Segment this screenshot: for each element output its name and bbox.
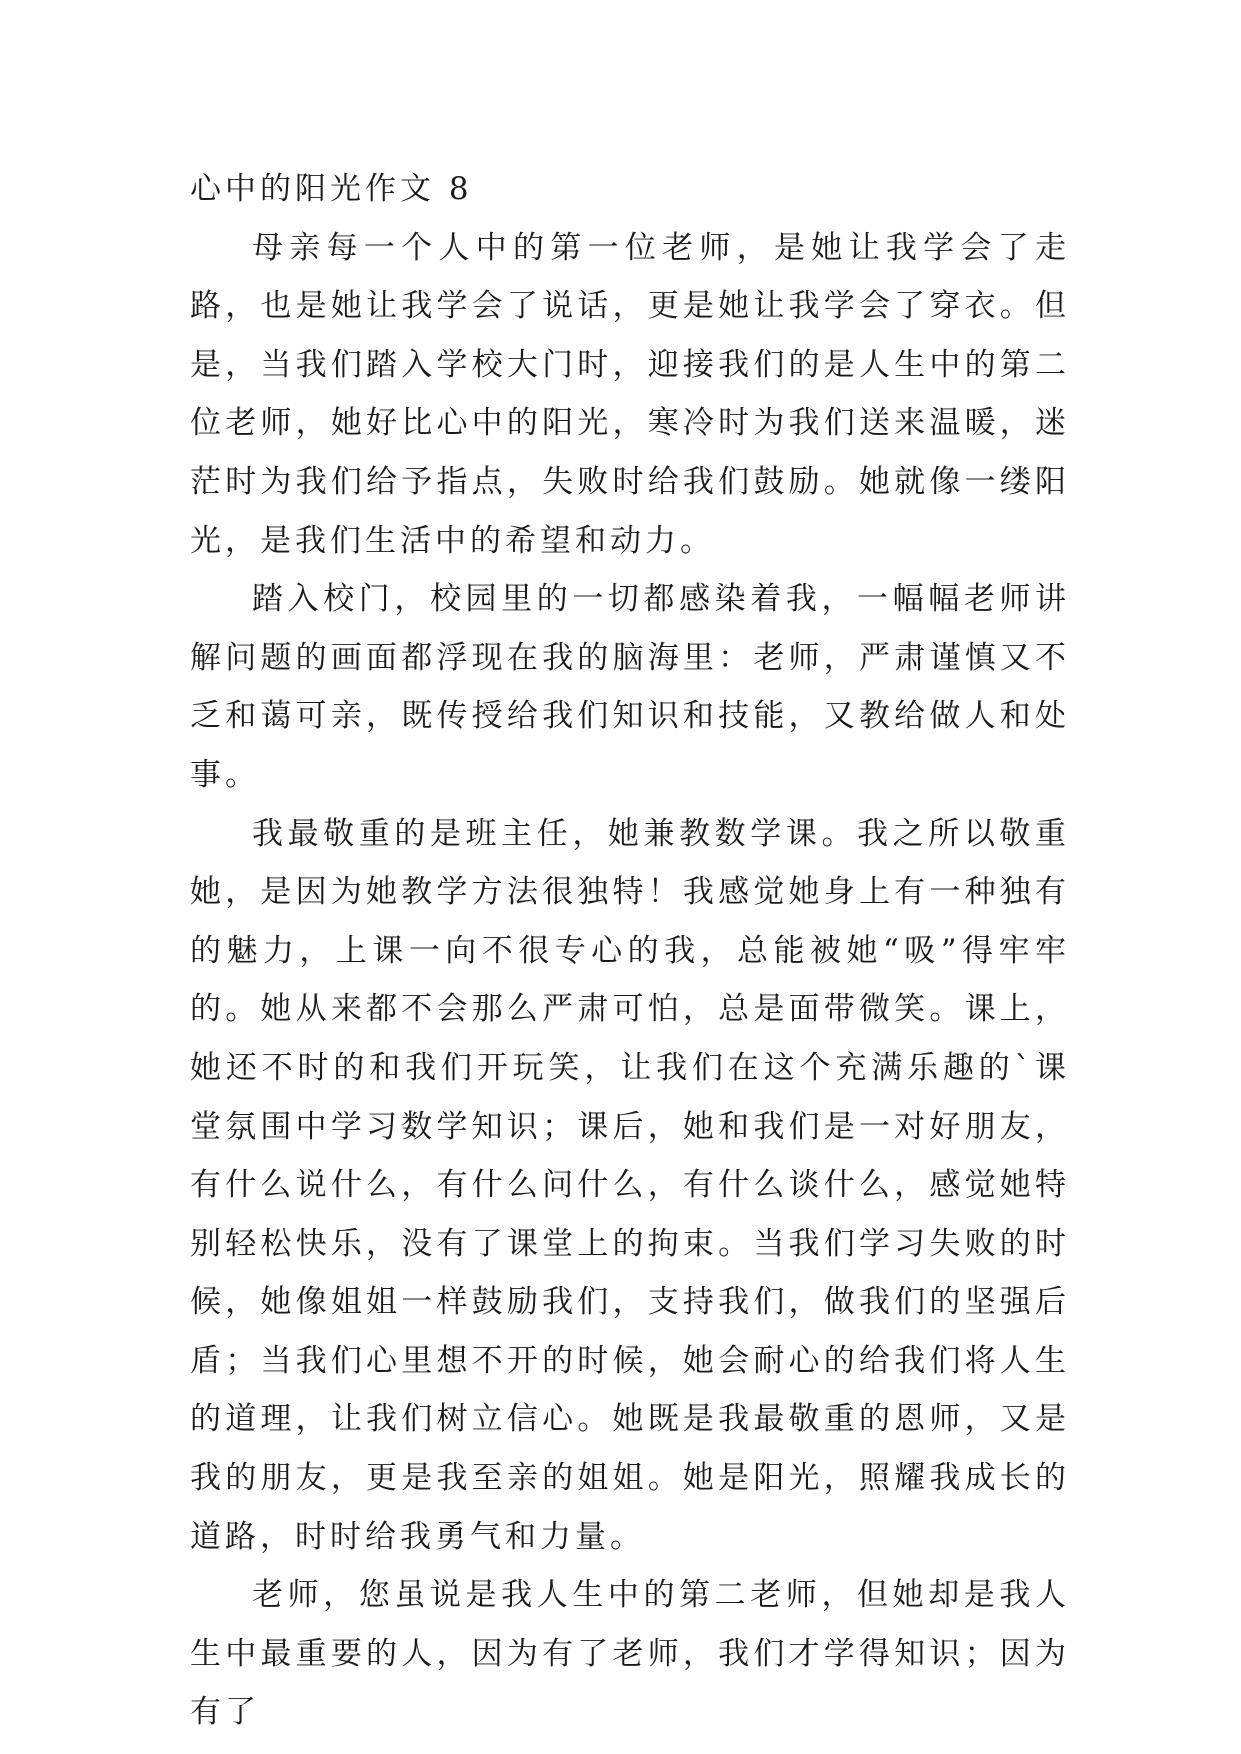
paragraph-1: 母亲每一个人中的第一位老师，是她让我学会了走路，也是她让我学会了说话，更是她让我学会了穿衣。但是，当我们踏入学校大门时，迎接我们的是人生中的第二位老师，她好比心中的阳光，寒冷时为我们送来温暖，迷茫时为我们给予指点，失败时给我们鼓励。她就像一缕阳光，是我们生活中的希望和动力。 (190, 229, 1070, 559)
document-body (190, 160, 1070, 1742)
paragraph-4: 老师，您虽说是我人生中的第二老师，但她却是我人生中最重要的人，因为有了老师，我们才学得知识；因为有了 (190, 1577, 1070, 1731)
document-title: 心中的阳光作文 8 (190, 171, 473, 207)
paragraph-3: 我最敬重的是班主任，她兼教数学课。我之所以敬重她，是因为她教学方法很独特！我感觉她身上有一种独有的魅力，上课一向不很专心的我，总能被她“吸”得牢牢的。她从来都不会那么严肃可怕，总是面带微笑。课上，她还不时的和我们开玩笑，让我们在这个充满乐趣的`课堂氛围中学习数学知识；课后，她和我们是一对好朋友，有什么说什么，有什么问什么，有什么谈什么，感觉她特别轻松快乐，没有了课堂上的拘束。当我们学习失败的时候，她像姐姐一样鼓励我们，支持我们，做我们的坚强后盾；当我们心里想不开的时候，她会耐心的给我们将人生的道理，让我们树立信心。她既是我最敬重的恩师，又是我的朋友，更是我至亲的姐姐。她是阳光，照耀我成长的道路，时时给我勇气和力量。 (190, 815, 1070, 1555)
paragraph-2: 踏入校门，校园里的一切都感染着我，一幅幅老师讲解问题的画面都浮现在我的脑海里：老师，严肃谨慎又不乏和蔼可亲，既传授给我们知识和技能，又教给做人和处事。 (190, 581, 1070, 793)
